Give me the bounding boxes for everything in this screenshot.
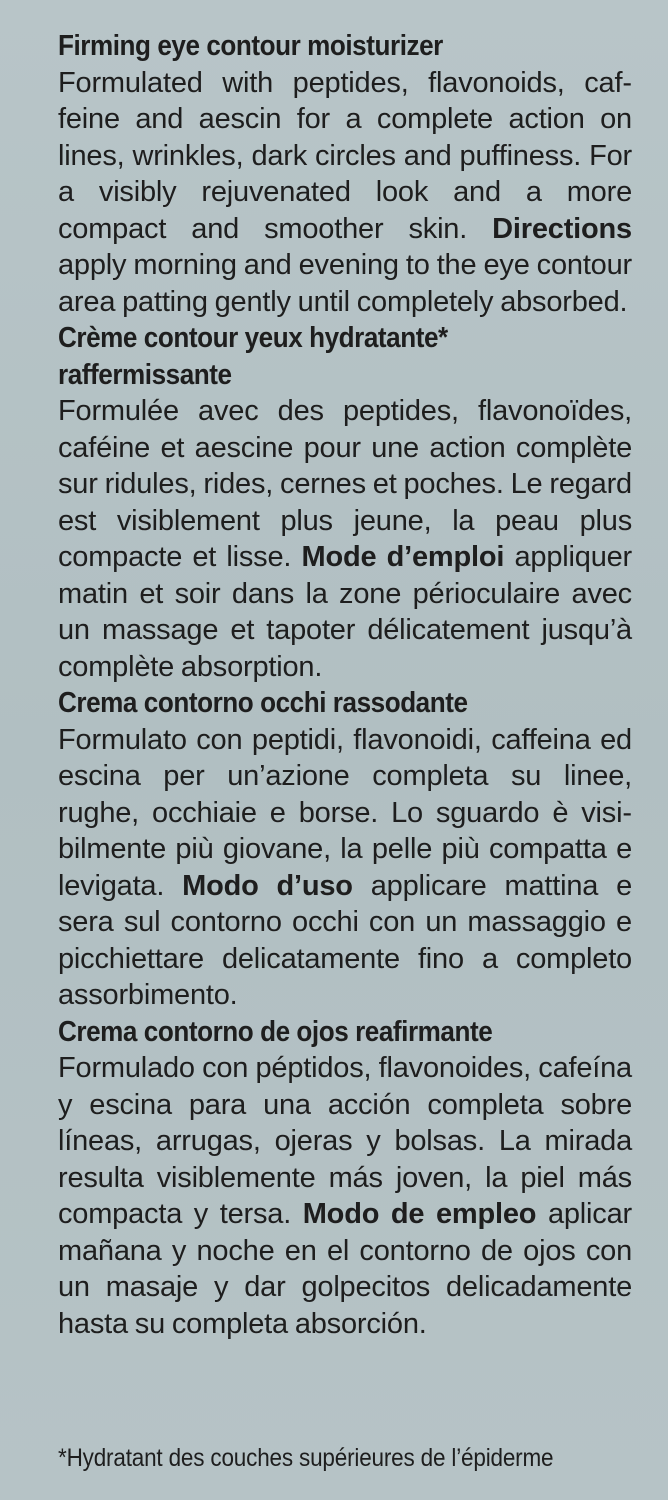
spanish-description: Formulado con péptidos, flavonoides, cafeína y escina para una acción completa sobre líneas, arrugas, ojeras y bolsas. La mirada resulta visiblemente más joven, la piel más compacta y tersa.: [58, 1052, 632, 1230]
french-heading-line1: Crème contour yeux hydratante*: [58, 322, 448, 354]
italian-directions-text: applicare mattina e sera sul contorno occhi con un massaggio e picchiettare delicatamente fino a completo assorbimento.: [58, 869, 633, 1011]
french-directions-text: appliquer matin et soir dans la zone périoculaire avec un massage et tapoter délicatement jusqu’à complète absorption.: [58, 541, 633, 683]
product-label-panel: [58, 28, 632, 1342]
italian-description: Formulato con peptidi, flavonoidi, caffeina ed escina per un’azione completa su linee, rughe, occhiaie e borse. Lo sguardo è visibilmente più giovane, la pelle più compatta e levigata.: [58, 723, 632, 902]
footnote: *Hydratant des couches supérieures de l’épiderme: [58, 1444, 554, 1472]
spanish-section: [58, 1014, 632, 1343]
spanish-body: [58, 1050, 632, 1342]
french-body: [58, 393, 632, 685]
english-directions-label: Directions: [492, 212, 632, 245]
english-body: [58, 65, 632, 321]
italian-section: [58, 685, 632, 1014]
french-description: Formulée avec des peptides, flavonoïdes, caféine et aescine pour une action complète sur ridules, rides, cernes et poches. Le regard est visiblement plus jeune, la peau plus compacte et lisse.: [58, 395, 632, 573]
english-section: [58, 28, 632, 320]
spanish-directions-label: Modo de empleo: [302, 1198, 537, 1230]
spanish-heading: Crema contorno de ojos reafirmante: [58, 1015, 493, 1048]
italian-body: [58, 722, 632, 1014]
french-directions-label: Mode d’emploi: [301, 541, 505, 573]
english-heading: Firming eye contour moisturizer: [58, 30, 443, 62]
french-section: [58, 320, 632, 685]
italian-heading: Crema contorno occhi rassodante: [58, 687, 468, 719]
english-description: Formulated with peptides, flavonoids, caffeine and aescin for a complete action on lines, wrinkles, dark circles and puffiness. For a visibly rejuvenated look and a more compact and smoother skin.: [58, 66, 632, 245]
french-heading-line2: raffermissante: [58, 358, 232, 391]
spanish-directions-text: aplicar mañana y noche en el contorno de ojos con un masaje y dar golpecitos delicadamente hasta su completa absorción.: [58, 1198, 632, 1340]
italian-directions-label: Modo d’uso: [182, 869, 353, 902]
english-directions-text: apply morning and evening to the eye contour area patting gently until completely absorbed.: [58, 249, 632, 318]
